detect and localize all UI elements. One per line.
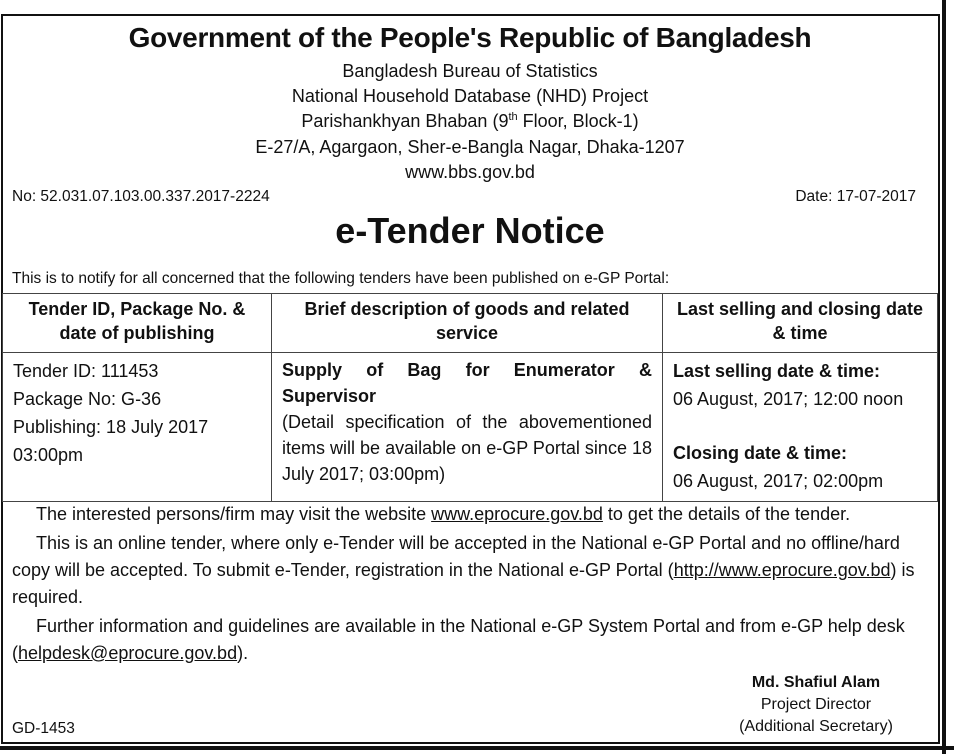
publishing-date: Publishing: 18 July 2017 [13,417,209,437]
page-edge-right [942,0,946,754]
spacer [673,413,927,439]
building-sup: th [508,111,518,123]
last-selling-label: Last selling date & time: [673,361,881,381]
signatory-rank: (Additional Secretary) [739,718,893,735]
closing-value: 06 August, 2017; 02:00pm [673,471,884,491]
memo-number: No: 52.031.07.103.00.337.2017-2224 [12,188,270,205]
signatory-name: Md. Shafiul Alam [751,674,881,691]
project-name: National Household Database (NHD) Project [291,86,649,106]
building-post: Floor, Block-1) [517,111,639,131]
p1-pre: The interested persons/firm may visit the website [36,504,432,524]
bureau-name: Bangladesh Bureau of Statistics [342,61,598,81]
notice-date: Date: 17-07-2017 [795,188,916,205]
header-dates: Last selling and closing date & time [663,294,938,353]
tender-id: Tender ID: 111453 [13,361,159,381]
header-tender-id: Tender ID, Package No. & date of publishing [3,294,272,353]
paragraph-helpdesk [12,613,932,667]
intro-text: This is to notify for all concerned that the following tenders have been published on e-GP Portal: [12,270,670,287]
goods-detail: (Detail specification of the abovementioned items will be available on e-GP Portal since 18 July 2017; 03:00pm) [282,412,652,484]
page-title: e-Tender Notice [335,210,605,251]
goods-title-line1: Supply of Bag for Enumerator & [282,360,652,380]
government-heading: Government of the People's Republic of Bangladesh [128,22,812,53]
building-pre: Parishankhyan Bhaban (9 [301,111,509,131]
cell-dates [663,353,938,502]
tender-table [2,293,938,502]
package-no: Package No: G-36 [13,389,162,409]
street-address: E-27/A, Agargaon, Sher-e-Bangla Nagar, Dhaka-1207 [255,137,685,157]
eprocure-link[interactable]: www.eprocure.gov.bd [431,504,603,524]
last-selling-value: 06 August, 2017; 12:00 noon [673,389,904,409]
footer-code: GD-1453 [12,720,75,737]
cell-description [272,353,663,502]
goods-title-line2: Supervisor [282,386,377,406]
p2-pre: This is an online tender, where only e-Tender will be accepted in the National e-GP Portal and no offline/hard copy will be accepted. To submit e-Tender, registration in the National e-GP Portal ( [12,533,900,580]
p3-pre: Further information and guidelines are available in the National e-GP System Portal and from e-GP help desk ( [12,616,905,663]
p3-post: ). [237,643,249,663]
p2-post: ) is required. [12,560,915,607]
paragraph-online-tender [12,530,932,611]
paragraph-website [12,501,932,528]
cell-tender-info [3,353,272,502]
helpdesk-email-link[interactable]: helpdesk@eprocure.gov.bd [18,643,238,663]
closing-label: Closing date & time: [673,443,848,463]
website-text: www.bbs.gov.bd [405,162,535,182]
signatory-designation: Project Director [760,696,872,713]
building-address [0,111,940,132]
table-header-row [3,294,938,353]
p1-post: to get the details of the tender. [602,504,851,524]
table-row [3,353,938,502]
eprocure-url-link[interactable]: http://www.eprocure.gov.bd [673,560,891,580]
header-description: Brief description of goods and related service [272,294,663,353]
page-edge-bottom [0,746,954,750]
publishing-time: 03:00pm [13,445,84,465]
